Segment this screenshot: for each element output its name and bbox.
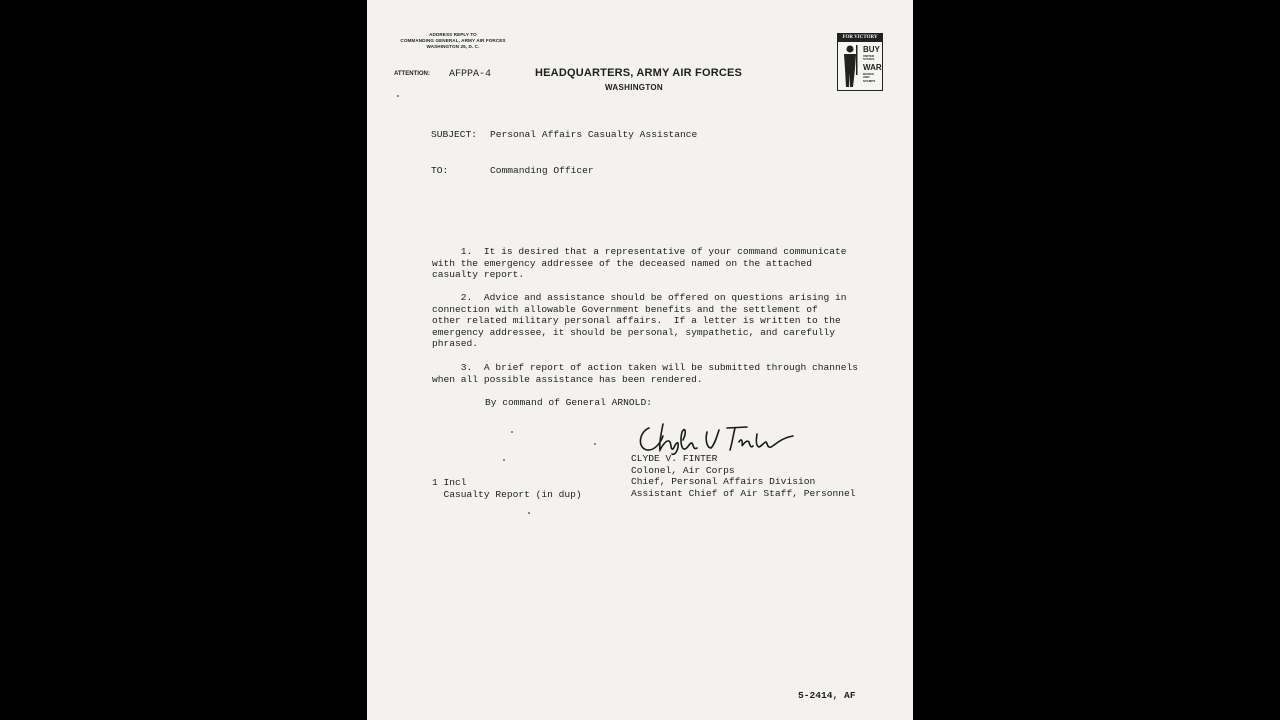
reply-address-block bbox=[391, 32, 515, 50]
letter-page bbox=[367, 0, 913, 720]
poster-word-buy: BUY bbox=[863, 45, 880, 54]
poster-top-text: FOR VICTORY bbox=[842, 35, 878, 40]
speck bbox=[511, 431, 513, 433]
form-number: 5-2414, AF bbox=[798, 690, 856, 701]
signer-name: CLYDE V. FINTER bbox=[631, 453, 718, 464]
headquarters-title: HEADQUARTERS, ARMY AIR FORCES bbox=[535, 67, 743, 79]
minuteman-icon bbox=[839, 43, 861, 89]
poster-small-text-1: UNITED STATES bbox=[863, 54, 875, 62]
attention-label: ATTENTION: bbox=[394, 71, 430, 77]
subject-label: SUBJECT: bbox=[431, 129, 478, 140]
poster-word-war: WAR bbox=[863, 63, 882, 72]
enclosure-block bbox=[432, 477, 582, 500]
to-label: TO: bbox=[431, 165, 449, 176]
speck bbox=[503, 459, 505, 461]
signer-title-1: Chief, Personal Affairs Division bbox=[631, 476, 816, 487]
speck bbox=[594, 443, 596, 445]
reply-address-line3: WASHINGTON 25, D. C. bbox=[426, 44, 480, 49]
paragraph-1: 1. It is desired that a representative of your command communicate with the emergency addressee of the deceased named on the attached casualty report. bbox=[432, 246, 847, 281]
to-text: Commanding Officer bbox=[490, 165, 594, 176]
paragraph-3: 3. A brief report of action taken will be submitted through channels when all possible assistance has been rendered. bbox=[432, 362, 859, 385]
poster-banner bbox=[838, 34, 882, 42]
attention-code: AFPPA-4 bbox=[449, 69, 492, 80]
headquarters-city: WASHINGTON bbox=[605, 83, 663, 92]
signature-block bbox=[631, 453, 856, 499]
speck bbox=[397, 95, 399, 97]
by-command-line: By command of General ARNOLD: bbox=[485, 397, 652, 408]
speck bbox=[528, 512, 530, 514]
signer-title-2: Assistant Chief of Air Staff, Personnel bbox=[631, 487, 856, 499]
reply-address-line1: ADDRESS REPLY TO bbox=[429, 32, 477, 37]
enclosure-item: Casualty Report (in dup) bbox=[432, 488, 582, 500]
paragraph-2: 2. Advice and assistance should be offered on questions arising in connection with allowable Government benefits and the settlement of other related military personal affairs. If a letter is written to the emergency addressee, it should be personal, sympathetic, and carefully phrased. bbox=[432, 292, 847, 350]
war-bonds-poster bbox=[837, 33, 883, 91]
reply-address-line2: COMMANDING GENERAL, ARMY AIR FORCES bbox=[400, 38, 506, 43]
subject-text: Personal Affairs Casualty Assistance bbox=[490, 129, 698, 140]
enclosure-count: 1 Incl bbox=[432, 477, 467, 488]
signer-rank: Colonel, Air Corps bbox=[631, 464, 735, 476]
handwritten-signature bbox=[635, 418, 803, 458]
poster-small-text-2: BONDS AND STAMPS bbox=[863, 72, 876, 83]
